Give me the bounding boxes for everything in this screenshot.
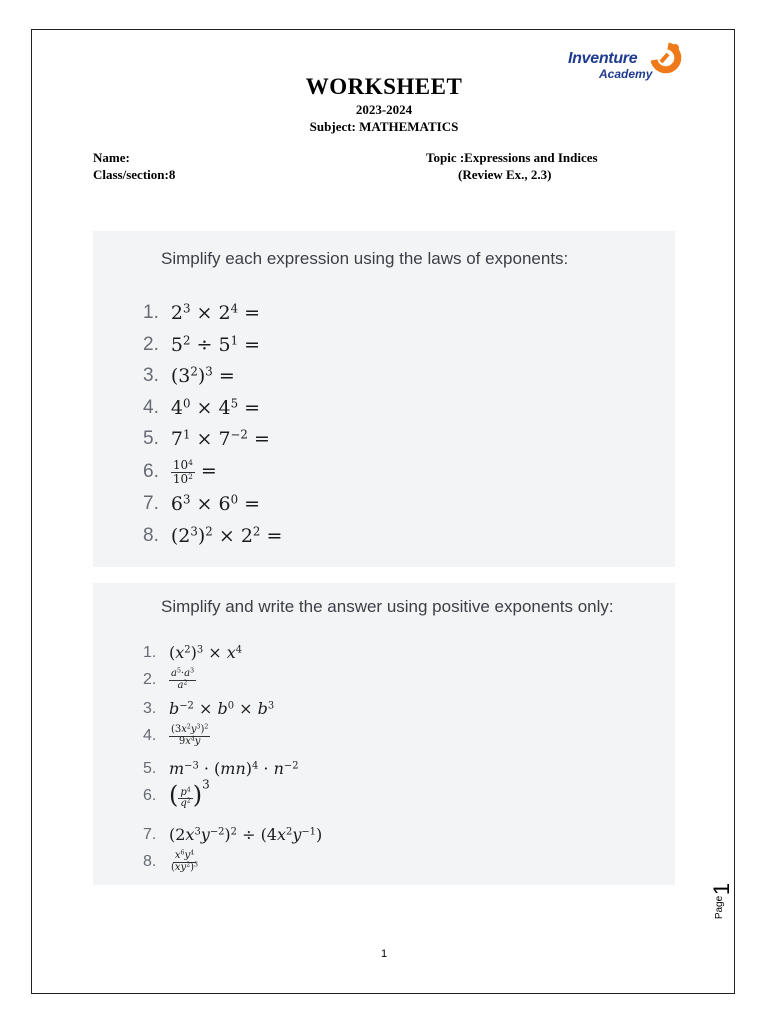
academic-year: 2023-2024 — [355, 102, 413, 117]
worksheet-title: WORKSHEET — [305, 74, 463, 99]
list-item: 5. $7^1 \times 7^{-2}$ = — [143, 427, 270, 450]
list-item: 4. $4^0 \times 4^5$ = — [143, 396, 261, 419]
expression: $7^1 \times 7^{-2}$ = — [170, 427, 270, 450]
list-item: 4. $\frac{(3x^2y^3)^2}{9x^4y}$ — [143, 723, 209, 747]
subject-line: Subject: MATHEMATICS — [309, 119, 459, 134]
exercise-box-positive-exponents — [93, 583, 675, 885]
list-item: 1. $2^3 \times 2^4$ = — [143, 301, 261, 324]
expression: $\frac{(3x^2y^3)^2}{9x^4y}$ — [171, 723, 209, 747]
expression: $4^0 \times 4^5$ = — [170, 396, 261, 419]
footer-page-number: 1 — [380, 948, 388, 960]
list-item: 7. $6^3 \times 6^0$ = — [143, 492, 261, 515]
list-item: 8. $(2^3)^2 \times 2^2$ = — [143, 524, 283, 547]
page-side-label — [709, 880, 742, 930]
list-item: 2. $5^2 \div 5^1$ = — [143, 333, 261, 356]
logo-mark-icon — [648, 40, 684, 76]
list-item: 3. $b^{-2} \times b^0 \times b^3$ — [143, 699, 275, 718]
list-item: 5. $m^{-3} \cdot (mn)^4 \cdot n^{-2}$ — [143, 759, 299, 778]
name-label: Name: — [93, 150, 130, 165]
list-item: 6. ( $\frac{p^4}{q^2}$ )$^3$ — [143, 777, 210, 809]
expression: $\frac{x^6y^4}{(xy^2)^3}$ — [171, 849, 198, 873]
list-item: 1. $(x^2)^3 \times x^4$ — [143, 643, 243, 662]
expression: $\frac{10^4}{10^2}$ = — [172, 457, 217, 486]
expression: $(2^3)^2 \times 2^2$ = — [170, 524, 283, 547]
page-side-number: 1 — [709, 882, 735, 896]
review-exercise-label: (Review Ex., 2.3) — [458, 167, 552, 182]
list-item: 7. $(2x^3y^{-2})^2 \div (4x^2y^{-1})$ — [143, 825, 323, 844]
expression: $b^{-2} \times b^0 \times b^3$ — [169, 699, 275, 718]
expression: $(2x^3y^{-2})^2 \div (4x^2y^{-1})$ — [169, 825, 323, 844]
expression: $2^3 \times 2^4$ = — [170, 301, 261, 324]
expression: $m^{-3} \cdot (mn)^4 \cdot n^{-2}$ — [169, 759, 299, 778]
expression: $(3^2)^3$ = — [170, 364, 235, 387]
section1-heading: Simplify each expression using the laws of exponents: — [161, 249, 569, 268]
class-section-label: Class/section:8 — [93, 167, 176, 182]
list-item: 8. $\frac{x^6y^4}{(xy^2)^3}$ — [143, 849, 198, 873]
page-side-text: Page — [714, 895, 726, 920]
expression: $6^3 \times 6^0$ = — [170, 492, 261, 515]
section2-heading: Simplify and write the answer using positive exponents only: — [161, 597, 614, 616]
list-item: 6. $\frac{10^4}{10^2}$ = — [143, 457, 217, 486]
expression: ( $\frac{p^4}{q^2}$ )$^3$ — [169, 777, 210, 809]
topic-label: Topic :Expressions and Indices — [426, 150, 598, 165]
exercise-box-laws-of-exponents — [93, 231, 675, 567]
logo-line2: Academy — [599, 67, 653, 81]
list-item: 3. $(3^2)^3$ = — [143, 364, 235, 387]
list-item: 2. $\frac{a^5\cdot a^3}{a^2}$ — [143, 667, 194, 691]
expression: $5^2 \div 5^1$ = — [170, 333, 261, 356]
expression: $(x^2)^3 \times x^4$ — [169, 643, 243, 662]
logo-line1: Inventure — [568, 50, 638, 67]
expression: $\frac{a^5\cdot a^3}{a^2}$ — [171, 667, 194, 691]
